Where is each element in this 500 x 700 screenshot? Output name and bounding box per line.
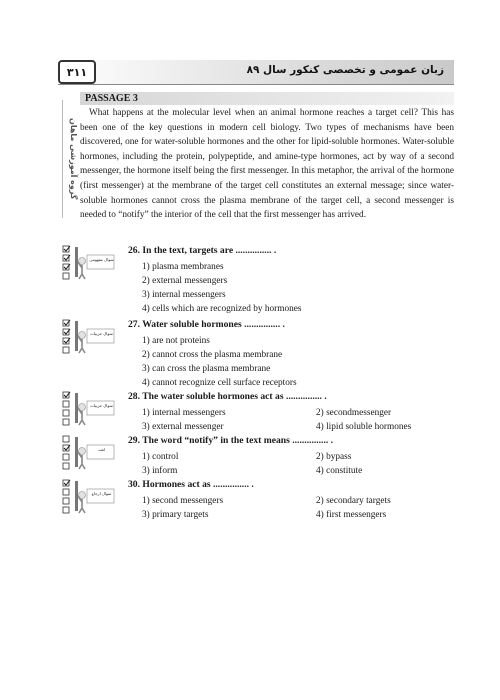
question-stem: 26. In the text, targets are ............... . xyxy=(128,245,277,256)
answer-option[interactable]: 2) secondmessenger xyxy=(316,408,392,418)
answer-option[interactable]: 2) cannot cross the plasma membrane xyxy=(142,350,283,360)
header-title: زبان عمومی و تخصصی کنکور سال ۸۹ xyxy=(246,64,444,76)
question-26 xyxy=(58,244,458,316)
page-header xyxy=(58,60,454,85)
question-29 xyxy=(58,434,458,478)
answer-option[interactable]: 1) second messengers xyxy=(142,496,224,506)
passage-title: PASSAGE 3 xyxy=(85,93,138,104)
answer-option[interactable]: 1) are not proteins xyxy=(142,336,210,346)
checklist-figure-icon xyxy=(62,318,120,356)
answer-option[interactable]: 1) internal messengers xyxy=(142,408,226,418)
checklist-figure-icon xyxy=(62,478,120,516)
answer-option[interactable]: 1) plasma membranes xyxy=(142,262,224,272)
icon-caption: سوال جزییات xyxy=(90,331,113,336)
question-27 xyxy=(58,318,458,390)
answer-option[interactable]: 3) external messenger xyxy=(142,422,224,432)
answer-option[interactable]: 3) can cross the plasma membrane xyxy=(142,364,271,374)
question-stem: 29. The word “notify” in the text means ............... . xyxy=(128,435,334,446)
answer-option[interactable]: 3) internal messengers xyxy=(142,290,226,300)
answer-option[interactable]: 4) cannot recognize cell surface receptors xyxy=(142,378,297,388)
icon-caption: سوال ارجاع xyxy=(91,491,112,496)
question-28 xyxy=(58,390,458,434)
answer-option[interactable]: 2) external messengers xyxy=(142,276,228,286)
header-divider xyxy=(58,84,454,85)
answer-option[interactable]: 2) secondary targets xyxy=(316,496,391,506)
page-number: ۳۱۱ xyxy=(58,60,96,84)
question-stem: 27. Water soluble hormones ............... . xyxy=(128,319,285,330)
answer-option[interactable]: 1) control xyxy=(142,452,179,462)
answer-option[interactable]: 4) cells which are recognized by hormones xyxy=(142,304,302,314)
side-logo: گروه آموزشی ماهان xyxy=(62,100,78,218)
answer-option[interactable]: 4) constitute xyxy=(316,466,363,476)
answer-option[interactable]: 3) primary targets xyxy=(142,510,209,520)
answer-option[interactable]: 4) lipid soluble hormones xyxy=(316,422,412,432)
answer-option[interactable]: 4) first messengers xyxy=(316,510,387,520)
icon-caption: سوال جزییات xyxy=(90,403,113,408)
checklist-figure-icon xyxy=(62,434,120,472)
question-30 xyxy=(58,478,458,522)
passage-text: What happens at the molecular level when an animal hormone reaches a target cell? This has been one of the key questions in modern cell biology. Two types of mechanisms have been discovered, one for water-soluble hormones and the other for lipid-soluble hormones. Water-soluble hormones, including the protein, polypeptide, and amine-type hormones, act by way of a second messenger, the hormone itself being the first messenger. In this metaphor, the arrival of the hormone (first messenger) at the membrane of the target cell constitutes an external message; since water-soluble hormones cannot cross the plasma membrane of the target cell, a second messenger is needed to “notify” the interior of the cell that the first messenger has arrived. xyxy=(80,108,454,221)
icon-caption: سوال مفهومی xyxy=(89,257,114,262)
question-stem: 30. Hormones act as ............... . xyxy=(128,479,254,490)
checklist-figure-icon xyxy=(62,244,120,282)
checklist-figure-icon xyxy=(62,390,120,428)
icon-caption: لغت xyxy=(97,447,106,452)
answer-option[interactable]: 2) bypass xyxy=(316,452,352,462)
passage-heading-bar xyxy=(80,92,454,105)
answer-option[interactable]: 3) inform xyxy=(142,466,178,476)
question-stem: 28. The water soluble hormones act as ............... . xyxy=(128,391,327,402)
